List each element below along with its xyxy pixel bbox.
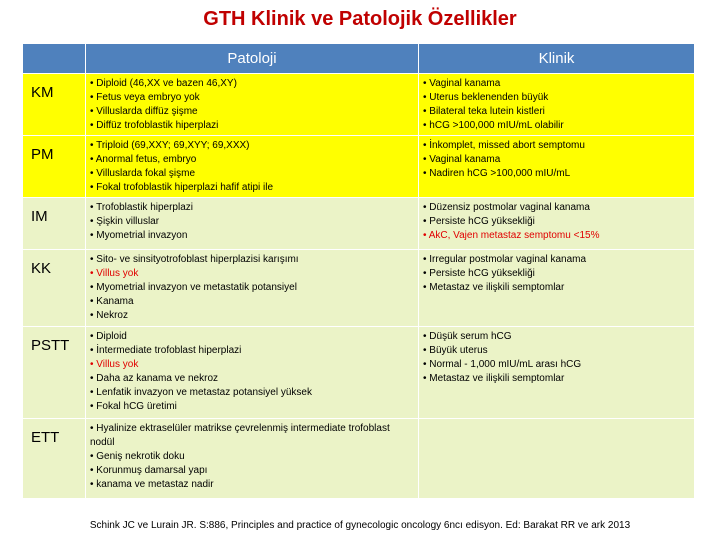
list-item: • Myometrial invazyon [90,230,188,241]
row-label: KK [23,250,86,327]
list-item: • Vaginal kanama [423,154,501,165]
list-item: • Irregular postmolar vaginal kanama [423,254,587,265]
row-label: IM [23,198,86,250]
list-item: • Villus yok [90,359,139,370]
list-item: • Trofoblastik hiperplazi [90,202,193,213]
patoloji-cell [86,250,419,327]
header-row [23,44,695,74]
list-item: • Anormal fetus, embryo [90,154,197,165]
list-item: • Bilateral teka lutein kistleri [423,106,545,117]
list-item: • Vaginal kanama [423,78,501,89]
table-row-ett [23,419,695,499]
list-item: • Fokal hCG üretimi [90,401,177,412]
patoloji-cell [86,74,419,136]
klinik-cell [419,327,695,419]
list-item: • Korunmuş damarsal yapı [90,465,208,476]
klinik-cell [419,136,695,198]
patoloji-cell [86,419,419,499]
list-item: • Myometrial invazyon ve metastatik potansiyel [90,282,297,293]
klinik-cell [419,74,695,136]
klinik-cell [419,419,695,499]
list-item: • AkC, Vajen metastaz semptomu <15% [423,230,600,241]
row-label: ETT [23,419,86,499]
list-item: • Daha az kanama ve nekroz [90,373,219,384]
list-item: • kanama ve metastaz nadir [90,479,214,490]
patoloji-cell [86,327,419,419]
page-title: GTH Klinik ve Patolojik Özellikler [203,8,517,30]
list-item: • Villuslarda diffüz şişme [90,106,198,117]
list-item: • Normal - 1,000 mIU/mL arası hCG [423,359,582,370]
table-row-km [23,74,695,136]
klinik-cell [419,250,695,327]
list-item: • Nekroz [90,310,128,321]
row-label: PM [23,136,86,198]
list-item: • Diploid (46,XX ve bazen 46,XY) [90,78,237,89]
list-item: • Metastaz ve ilişkili semptomlar [423,373,565,384]
list-item: • Şişkin villuslar [90,216,160,227]
list-item: • Fokal trofoblastik hiperplazi hafif atipi ile [90,182,274,193]
row-label: PSTT [23,327,86,419]
list-item: • Fetus veya embryo yok [90,92,200,103]
table-row-im [23,198,695,250]
list-item: • Kanama [90,296,134,307]
list-item: • Diploid [90,331,127,342]
header-klinik: Klinik [419,44,695,74]
list-item: • İnkomplet, missed abort semptomu [423,140,585,151]
list-item: • Triploid (69,XXY; 69,XYY; 69,XXX) [90,140,250,151]
list-item: • Düşük serum hCG [423,331,512,342]
list-item: • Sito- ve sinsityotrofoblast hiperplazisi karışımı [90,254,299,265]
list-item: • İntermediate trofoblast hiperplazi [90,345,242,356]
list-item: • hCG >100,000 mIU/mL olabilir [423,120,564,131]
list-item: • Villuslarda fokal şişme [90,168,196,179]
list-item: • Hyalinize ektraselüler matrikse çevrelenmiş intermediate trofoblast nodül [90,423,390,448]
citation-footer: Schink JC ve Lurain JR. S:886, Principles and practice of gynecologic oncology 6ncı edisyon. Ed: Barakat RR ve ark 2013 [89,520,631,531]
klinik-cell [419,198,695,250]
header-corner [23,44,86,74]
table-row-kk [23,250,695,327]
list-item: • Metastaz ve ilişkili semptomlar [423,282,565,293]
row-label: KM [23,74,86,136]
list-item: • Diffüz trofoblastik hiperplazi [90,120,219,131]
list-item: • Persiste hCG yüksekliği [423,268,535,279]
header-patoloji: Patoloji [86,44,419,74]
list-item: • Persiste hCG yüksekliği [423,216,535,227]
list-item: • Villus yok [90,268,139,279]
patoloji-cell [86,198,419,250]
list-item: • Lenfatik invazyon ve metastaz potansiyel yüksek [90,387,312,398]
list-item: • Büyük uterus [423,345,488,356]
list-item: • Geniş nekrotik doku [90,451,185,462]
patoloji-cell [86,136,419,198]
list-item: • Nadiren hCG >100,000 mIU/mL [423,168,571,179]
table-row-pstt [23,327,695,419]
list-item: • Düzensiz postmolar vaginal kanama [423,202,590,213]
gth-table [22,43,695,499]
list-item: • Uterus beklenenden büyük [423,92,549,103]
table-row-pm [23,136,695,198]
